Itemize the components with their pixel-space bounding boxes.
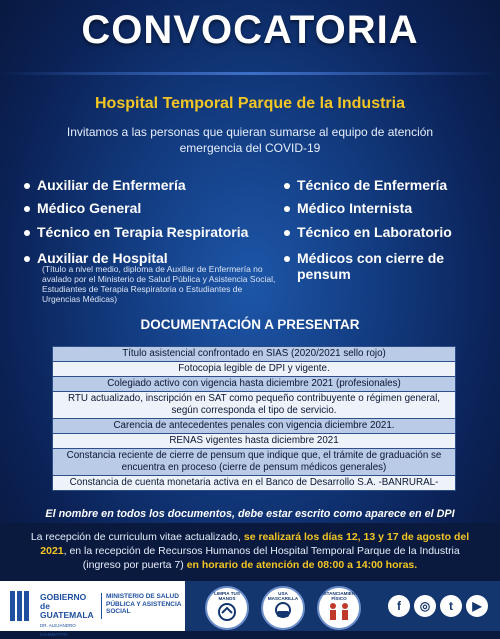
footer-bar: [0, 581, 500, 637]
gov-line1: GOBIERNO de: [40, 592, 87, 611]
position-label: Médico General: [37, 200, 142, 216]
people-distance-icon: [327, 599, 351, 623]
auxiliar-note: (Título a nivel medio, diploma de Auxiliar de Enfermería no avalado por el Ministerio de Salud Pública y Asistencia Social, Estudiantes de Terapia Respiratoria o Estudiantes de Urgencias Médicas): [42, 264, 276, 304]
government-logo: [0, 581, 185, 637]
bullet-icon: [284, 256, 290, 262]
hand-wash-badge: [205, 586, 249, 630]
name-requirement-note: El nombre en todos los documentos, debe estar escrito como aparece en el DPI: [45, 508, 455, 520]
position-label: Técnico en Laboratorio: [297, 224, 452, 240]
position-item: [284, 200, 412, 216]
flag-bars-icon: [10, 591, 34, 621]
position-item: [24, 224, 248, 240]
bullet-icon: [284, 183, 290, 189]
table-row: Constancia reciente de cierre de pensum que indique que, el trámite de graduación se encuentra en proceso (cierre de pensum médicos generales): [53, 449, 455, 476]
position-label: Auxiliar de Enfermería: [37, 177, 186, 193]
reception-dates: se realizará los días 12, 13 y 17 de agosto del 2021: [40, 531, 470, 557]
position-label: Técnico en Terapia Respiratoria: [37, 224, 249, 240]
table-row: RENAS vigentes hasta diciembre 2021: [53, 434, 455, 449]
position-item: [284, 177, 447, 193]
ministry-name: MINISTERIO DE SALUD PÚBLICA Y ASISTENCIA SOCIAL: [106, 593, 182, 615]
youtube-icon[interactable]: ▶: [466, 595, 488, 617]
mask-badge: [261, 586, 305, 630]
documents-table: [52, 346, 456, 491]
table-row: Constancia de cuenta monetaria activa en el Banco de Desarrollo S.A. -BANRURAL-: [53, 476, 455, 490]
gov-subtitle: DR. ALEJANDRO GIAMMATTEI: [40, 623, 76, 637]
bullet-icon: [24, 183, 30, 189]
reception-part2: , en la recepción de Recursos Humanos del Hospital Temporal Parque de la Industria (ingreso por puerta 7): [63, 545, 460, 571]
bullet-icon: [284, 230, 290, 236]
position-label: Técnico de Enfermería: [297, 177, 448, 193]
poster-title: CONVOCATORIA: [81, 8, 419, 52]
position-item: [24, 177, 186, 193]
hands-icon: [215, 599, 239, 623]
table-row: Fotocopia legible de DPI y vigente.: [53, 362, 455, 377]
position-label: Médico Internista: [297, 200, 413, 216]
table-row: RTU actualizado, inscripción en SAT como pequeño contribuyente o régimen general, según corresponda el tipo de servicio.: [53, 392, 455, 419]
distance-badge: [317, 586, 361, 630]
prevention-band: [185, 581, 500, 631]
position-label: Auxiliar de Hospital: [37, 250, 168, 266]
title-divider: [0, 72, 500, 75]
instagram-icon[interactable]: ◎: [414, 595, 436, 617]
table-row: Colegiado activo con vigencia hasta diciembre 2021 (profesionales): [53, 377, 455, 392]
bullet-icon: [24, 206, 30, 212]
badge-label: DISTANCIAMIENTO FÍSICO: [319, 591, 362, 601]
documents-title: DOCUMENTACIÓN A PRESENTAR: [140, 317, 360, 332]
table-row: Carencia de antecedentes penales con vigencia diciembre 2021.: [53, 419, 455, 434]
bullet-icon: [24, 230, 30, 236]
facebook-icon[interactable]: f: [388, 595, 410, 617]
position-label: Médicos con cierre de pensum: [297, 250, 445, 282]
bullet-icon: [24, 256, 30, 262]
gov-name: [40, 593, 96, 639]
reception-hours: en horario de atención de 08:00 a 14:00 horas.: [186, 559, 418, 571]
badge-label: LIMPIA TUS MANOS: [214, 591, 240, 601]
table-row: Título asistencial confrontado en SIAS (2020/2021 sello rojo): [53, 347, 455, 362]
mask-icon: [271, 599, 295, 623]
badge-label: USA MASCARILLA: [267, 591, 299, 601]
bullet-icon: [284, 206, 290, 212]
intro-text: Invitamos a las personas que quieran sumarse al equipo de atención emergencia del COVID-19: [66, 125, 434, 155]
twitter-icon[interactable]: t: [440, 595, 462, 617]
gov-line2: GUATEMALA: [40, 610, 94, 620]
reception-text: [0, 523, 500, 572]
position-item: [24, 200, 141, 216]
hospital-name: Hospital Temporal Parque de la Industria: [95, 95, 405, 112]
reception-info: [0, 523, 500, 581]
logo-divider: [101, 593, 102, 619]
position-item: [284, 224, 452, 240]
position-item: [284, 250, 454, 282]
reception-part1: La recepción de curriculum vitae actualizado,: [30, 531, 244, 543]
